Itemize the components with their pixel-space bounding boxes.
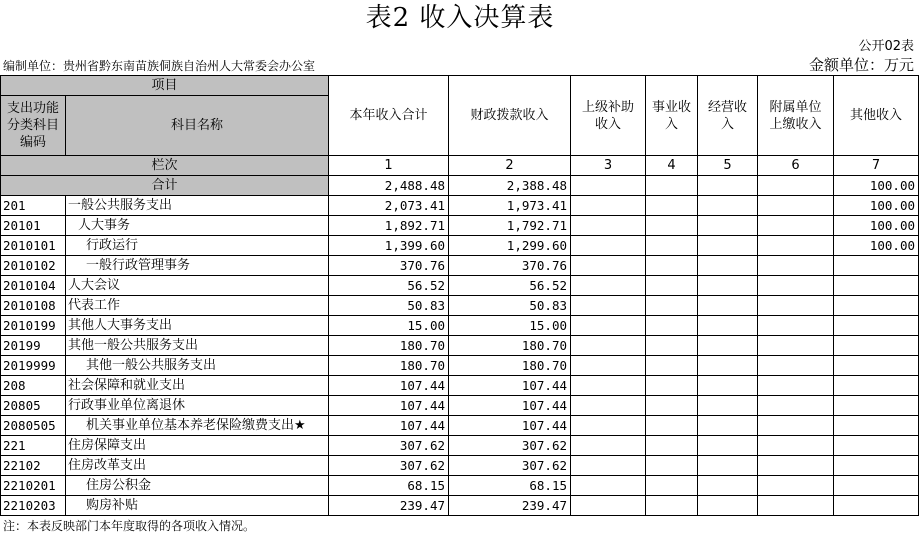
row-code: 2010108 (1, 296, 66, 316)
total-value-other: 100.00 (834, 176, 919, 196)
row-name: 住房保障支出 (66, 436, 329, 456)
row-code: 2210201 (1, 476, 66, 496)
header-total-income: 本年收入合计 (329, 76, 449, 156)
row-value-business (646, 296, 698, 316)
index-number: 5 (698, 156, 758, 176)
row-value-total: 68.15 (329, 476, 449, 496)
row-name: 代表工作 (66, 296, 329, 316)
header-item: 项目 (1, 76, 329, 96)
row-value-superior (571, 356, 646, 376)
row-value-other (834, 296, 919, 316)
row-value-superior (571, 436, 646, 456)
row-value-total: 15.00 (329, 316, 449, 336)
row-value-affiliated (758, 276, 834, 296)
row-code: 221 (1, 436, 66, 456)
row-value-total: 239.47 (329, 496, 449, 516)
row-value-other (834, 416, 919, 436)
row-value-business (646, 416, 698, 436)
row-name: 行政事业单位离退休 (66, 396, 329, 416)
row-value-fiscal: 56.52 (449, 276, 571, 296)
row-value-superior (571, 216, 646, 236)
row-value-business (646, 236, 698, 256)
row-code: 2010101 (1, 236, 66, 256)
row-value-affiliated (758, 316, 834, 336)
row-value-operating (698, 336, 758, 356)
row-value-fiscal: 370.76 (449, 256, 571, 276)
row-value-superior (571, 476, 646, 496)
row-value-affiliated (758, 196, 834, 216)
row-value-total: 107.44 (329, 376, 449, 396)
table-row (1, 236, 919, 256)
row-code: 20199 (1, 336, 66, 356)
row-value-fiscal: 1,792.71 (449, 216, 571, 236)
row-value-other (834, 456, 919, 476)
row-value-operating (698, 416, 758, 436)
row-value-fiscal: 180.70 (449, 356, 571, 376)
row-value-affiliated (758, 436, 834, 456)
row-value-superior (571, 496, 646, 516)
total-value-superior (571, 176, 646, 196)
row-value-other (834, 436, 919, 456)
row-value-operating (698, 276, 758, 296)
row-value-total: 107.44 (329, 396, 449, 416)
table-row (1, 436, 919, 456)
table-row (1, 216, 919, 236)
row-value-superior (571, 196, 646, 216)
table-row (1, 316, 919, 336)
row-value-fiscal: 107.44 (449, 376, 571, 396)
row-code: 201 (1, 196, 66, 216)
amount-unit: 金额单位：万元 (808, 56, 914, 74)
row-code: 208 (1, 376, 66, 396)
header-business-income: 事业收 入 (646, 76, 698, 156)
header-fiscal-income: 财政拨款收入 (449, 76, 571, 156)
table-row (1, 296, 919, 316)
row-code: 2019999 (1, 356, 66, 376)
row-name: 人大事务 (66, 216, 329, 236)
row-code: 20805 (1, 396, 66, 416)
row-value-total: 180.70 (329, 336, 449, 356)
row-value-business (646, 276, 698, 296)
table-row (1, 496, 919, 516)
row-value-fiscal: 107.44 (449, 416, 571, 436)
row-value-fiscal: 180.70 (449, 336, 571, 356)
row-value-operating (698, 316, 758, 336)
row-value-business (646, 216, 698, 236)
row-value-superior (571, 316, 646, 336)
row-value-affiliated (758, 356, 834, 376)
row-name: 行政运行 (66, 236, 329, 256)
form-number: 公开02表 (858, 39, 914, 54)
header-other-income: 其他收入 (834, 76, 919, 156)
total-value-affiliated (758, 176, 834, 196)
index-row (1, 156, 919, 176)
table-note: 注：本表反映部门本年度取得的各项收入情况。 (3, 519, 256, 533)
row-value-operating (698, 356, 758, 376)
row-value-superior (571, 236, 646, 256)
row-value-other (834, 396, 919, 416)
row-name: 一般公共服务支出 (66, 196, 329, 216)
row-value-fiscal: 307.62 (449, 456, 571, 476)
index-number: 4 (646, 156, 698, 176)
total-value-operating (698, 176, 758, 196)
row-value-other (834, 476, 919, 496)
row-code: 20101 (1, 216, 66, 236)
header-operating-income: 经营收 入 (698, 76, 758, 156)
row-value-superior (571, 456, 646, 476)
row-value-total: 50.83 (329, 296, 449, 316)
total-value-business (646, 176, 698, 196)
row-value-other: 100.00 (834, 236, 919, 256)
row-value-affiliated (758, 296, 834, 316)
row-value-superior (571, 416, 646, 436)
header-superior-subsidy: 上级补助 收入 (571, 76, 646, 156)
row-value-total: 307.62 (329, 456, 449, 476)
row-value-operating (698, 296, 758, 316)
row-value-superior (571, 296, 646, 316)
row-name: 住房改革支出 (66, 456, 329, 476)
index-number: 6 (758, 156, 834, 176)
row-value-affiliated (758, 376, 834, 396)
row-value-other (834, 356, 919, 376)
row-code: 2210203 (1, 496, 66, 516)
row-code: 2010104 (1, 276, 66, 296)
row-code: 2010102 (1, 256, 66, 276)
row-name: 社会保障和就业支出 (66, 376, 329, 396)
row-value-operating (698, 396, 758, 416)
income-table (0, 75, 919, 516)
row-value-total: 370.76 (329, 256, 449, 276)
row-value-operating (698, 376, 758, 396)
row-value-superior (571, 276, 646, 296)
table-row (1, 396, 919, 416)
row-value-other (834, 376, 919, 396)
row-value-affiliated (758, 416, 834, 436)
row-value-fiscal: 50.83 (449, 296, 571, 316)
row-value-business (646, 396, 698, 416)
row-value-business (646, 496, 698, 516)
row-value-operating (698, 256, 758, 276)
table-row (1, 196, 919, 216)
table-row (1, 456, 919, 476)
row-value-fiscal: 68.15 (449, 476, 571, 496)
row-value-business (646, 476, 698, 496)
table-row (1, 376, 919, 396)
row-value-superior (571, 256, 646, 276)
row-name: 购房补贴 (66, 496, 329, 516)
row-value-business (646, 456, 698, 476)
row-code: 2010199 (1, 316, 66, 336)
row-code: 2080505 (1, 416, 66, 436)
table-row (1, 336, 919, 356)
row-value-fiscal: 239.47 (449, 496, 571, 516)
table-row (1, 416, 919, 436)
index-number: 1 (329, 156, 449, 176)
table-row (1, 276, 919, 296)
table-row (1, 356, 919, 376)
row-value-other (834, 276, 919, 296)
table-row (1, 256, 919, 276)
row-name: 一般行政管理事务 (66, 256, 329, 276)
row-value-operating (698, 476, 758, 496)
row-value-operating (698, 236, 758, 256)
row-value-fiscal: 1,299.60 (449, 236, 571, 256)
row-value-affiliated (758, 336, 834, 356)
total-row (1, 176, 919, 196)
row-value-other (834, 336, 919, 356)
row-name: 其他人大事务支出 (66, 316, 329, 336)
index-number: 2 (449, 156, 571, 176)
row-value-operating (698, 196, 758, 216)
row-name: 其他一般公共服务支出 (66, 336, 329, 356)
row-value-operating (698, 436, 758, 456)
row-value-fiscal: 107.44 (449, 396, 571, 416)
row-value-total: 307.62 (329, 436, 449, 456)
row-value-other (834, 256, 919, 276)
row-value-affiliated (758, 216, 834, 236)
row-value-total: 107.44 (329, 416, 449, 436)
total-value-total: 2,488.48 (329, 176, 449, 196)
row-value-affiliated (758, 496, 834, 516)
row-value-other: 100.00 (834, 196, 919, 216)
row-value-other (834, 316, 919, 336)
row-value-operating (698, 496, 758, 516)
index-label: 栏次 (1, 156, 329, 176)
row-value-operating (698, 456, 758, 476)
header-code: 支出功能 分类科目 编码 (1, 96, 66, 156)
row-code: 22102 (1, 456, 66, 476)
row-value-total: 1,892.71 (329, 216, 449, 236)
row-value-fiscal: 307.62 (449, 436, 571, 456)
row-value-operating (698, 216, 758, 236)
row-value-total: 2,073.41 (329, 196, 449, 216)
index-number: 7 (834, 156, 919, 176)
row-value-affiliated (758, 456, 834, 476)
table-row (1, 476, 919, 496)
row-value-other (834, 496, 919, 516)
row-value-business (646, 316, 698, 336)
total-value-fiscal: 2,388.48 (449, 176, 571, 196)
header-row-1 (1, 76, 919, 96)
row-value-business (646, 256, 698, 276)
row-value-business (646, 376, 698, 396)
row-value-business (646, 196, 698, 216)
table-body (1, 196, 919, 516)
index-number: 3 (571, 156, 646, 176)
row-value-superior (571, 376, 646, 396)
page-title: 表2 收入决算表 (365, 3, 555, 33)
header-affiliated-income: 附属单位 上缴收入 (758, 76, 834, 156)
row-value-total: 180.70 (329, 356, 449, 376)
total-label: 合计 (1, 176, 329, 196)
row-value-superior (571, 336, 646, 356)
row-value-affiliated (758, 396, 834, 416)
row-name: 人大会议 (66, 276, 329, 296)
row-name: 其他一般公共服务支出 (66, 356, 329, 376)
row-value-total: 56.52 (329, 276, 449, 296)
header-name: 科目名称 (66, 96, 329, 156)
row-value-affiliated (758, 476, 834, 496)
row-name: 机关事业单位基本养老保险缴费支出★ (66, 416, 329, 436)
row-value-superior (571, 396, 646, 416)
row-value-total: 1,399.60 (329, 236, 449, 256)
row-value-other: 100.00 (834, 216, 919, 236)
row-value-affiliated (758, 236, 834, 256)
row-value-business (646, 436, 698, 456)
row-value-business (646, 356, 698, 376)
row-name: 住房公积金 (66, 476, 329, 496)
row-value-business (646, 336, 698, 356)
row-value-affiliated (758, 256, 834, 276)
row-value-fiscal: 1,973.41 (449, 196, 571, 216)
preparing-unit: 编制单位：贵州省黔东南苗族侗族自治州人大常委会办公室 (3, 59, 316, 73)
row-value-fiscal: 15.00 (449, 316, 571, 336)
